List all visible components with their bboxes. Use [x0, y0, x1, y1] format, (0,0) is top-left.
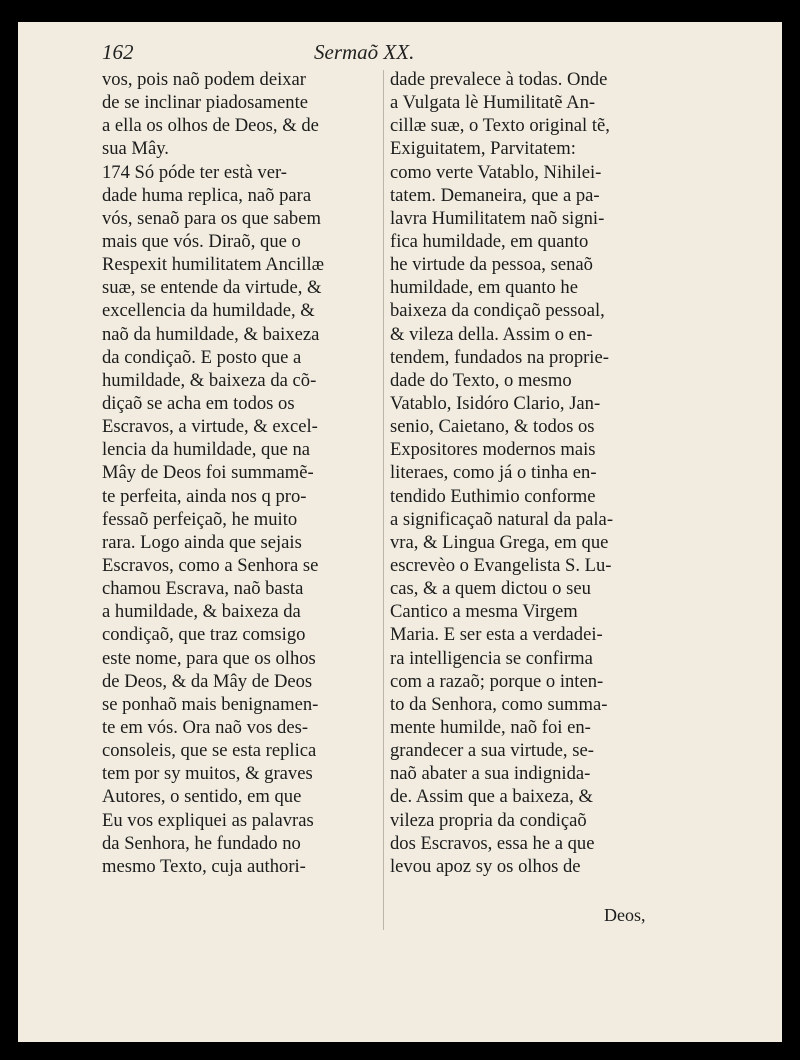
- text-line: Maria. E ser esta a verdadei-: [390, 624, 603, 646]
- text-line: Cantico a mesma Virgem: [390, 601, 578, 623]
- text-line: grandecer a sua virtude, se-: [390, 740, 594, 762]
- text-line: se ponhaõ mais benignamen-: [102, 693, 319, 715]
- text-line: dade prevalece à todas. Onde: [390, 69, 608, 90]
- text-line: diçaõ se acha em todos os: [102, 392, 295, 414]
- text-line: dos Escravos, essa he a que: [390, 832, 595, 854]
- text-line: vra, & Lingua Grega, em que: [390, 531, 609, 553]
- text-line: vos, pois naõ podem deixar: [102, 69, 306, 90]
- right-column: [390, 68, 665, 878]
- text-line: como verte Vatablo, Nihilei-: [390, 161, 602, 183]
- text-line: cillæ suæ, o Texto original tẽ,: [390, 115, 610, 137]
- text-line: da condiçaõ. E posto que a: [102, 346, 302, 368]
- page-number: 162: [102, 40, 134, 64]
- text-line: dade do Texto, o mesmo: [390, 369, 572, 391]
- text-line: Mây de Deos foi summamẽ-: [102, 462, 314, 484]
- text-line: cas, & a quem dictou o seu: [390, 578, 591, 600]
- text-line: a ella os olhos de Deos, & de: [102, 115, 319, 137]
- text-line: vileza propria da condiçaõ: [390, 809, 587, 831]
- text-line: mente humilde, naõ foi en-: [390, 716, 591, 738]
- text-line: Escravos, a virtude, & excel-: [102, 416, 318, 438]
- text-line: suæ, se entende da virtude, &: [102, 277, 322, 299]
- text-line: humildade, & baixeza da cõ-: [102, 369, 317, 391]
- left-column: [102, 68, 382, 878]
- text-line: mais que vós. Diraõ, que o: [102, 230, 301, 252]
- text-line: Autores, o sentido, em que: [102, 786, 302, 808]
- text-line: Vatablo, Isidóro Clario, Jan-: [390, 392, 601, 414]
- text-line: humildade, em quanto he: [390, 277, 578, 299]
- running-title: Sermaõ XX.: [314, 40, 415, 64]
- text-line: da Senhora, he fundado no: [102, 832, 301, 854]
- text-line: chamou Escrava, naõ basta: [102, 578, 304, 600]
- page-header: [102, 40, 662, 70]
- text-line: to da Senhora, como summa-: [390, 693, 608, 715]
- text-line: naõ da humildade, & baixeza: [102, 323, 320, 345]
- catchword: Deos,: [604, 905, 646, 925]
- text-line: ra intelligencia se confirma: [390, 647, 593, 669]
- text-line: de. Assim que a baixeza, &: [390, 786, 593, 808]
- text-line: consoleis, que se esta replica: [102, 740, 317, 762]
- text-line: levou apoz sy os olhos de: [390, 855, 581, 877]
- text-line: com a razaõ; porque o inten-: [390, 670, 604, 692]
- text-line: he virtude da pessoa, senaõ: [390, 254, 593, 276]
- text-line: Expositores modernos mais: [390, 439, 596, 461]
- column-divider: [383, 70, 384, 930]
- text-line: fessaõ perfeiçaõ, he muito: [102, 508, 298, 530]
- text-line: te perfeita, ainda nos q pro-: [102, 485, 307, 507]
- text-line: rara. Logo ainda que sejais: [102, 531, 302, 553]
- text-line: tendem, fundados na proprie-: [390, 346, 609, 368]
- text-line: lencia da humildade, que na: [102, 439, 311, 461]
- text-line: senio, Caietano, & todos os: [390, 416, 595, 438]
- text-line: este nome, para que os olhos: [102, 647, 316, 669]
- text-line: 174 Só póde ter està ver-: [102, 161, 287, 183]
- text-line: lavra Humilitatem naõ signi-: [390, 207, 605, 229]
- text-line: de Deos, & da Mây de Deos: [102, 670, 313, 692]
- text-line: de se inclinar piadosamente: [102, 92, 309, 114]
- text-line: a humildade, & baixeza da: [102, 601, 301, 623]
- text-line: excellencia da humildade, &: [102, 300, 315, 322]
- text-line: sua Mây.: [102, 138, 169, 160]
- text-line: literaes, como já o tinha en-: [390, 462, 597, 484]
- text-line: Exiguitatem, Parvitatem:: [390, 138, 576, 160]
- text-line: mesmo Texto, cuja authori-: [102, 855, 306, 877]
- text-line: escrevèo o Evangelista S. Lu-: [390, 554, 612, 576]
- text-line: Escravos, como a Senhora se: [102, 554, 319, 576]
- text-line: naõ abater a sua indignida-: [390, 763, 591, 785]
- text-line: a Vulgata lè Humilitatẽ An-: [390, 92, 596, 114]
- text-line: condiçaõ, que traz comsigo: [102, 624, 306, 646]
- text-line: tem por sy muitos, & graves: [102, 763, 313, 785]
- text-line: & vileza della. Assim o en-: [390, 323, 593, 345]
- text-line: tatem. Demaneira, que a pa-: [390, 184, 600, 206]
- text-line: te em vós. Ora naõ vos des-: [102, 716, 309, 738]
- text-line: baixeza da condiçaõ pessoal,: [390, 300, 605, 322]
- text-line: a significaçaõ natural da pala-: [390, 508, 614, 530]
- text-line: fica humildade, em quanto: [390, 230, 589, 252]
- text-line: Eu vos expliquei as palavras: [102, 809, 314, 831]
- text-line: dade huma replica, naõ para: [102, 184, 312, 206]
- text-line: vós, senaõ para os que sabem: [102, 207, 321, 229]
- text-line: Respexit humilitatem Ancillæ: [102, 254, 325, 276]
- text-line: tendido Euthimio conforme: [390, 485, 596, 507]
